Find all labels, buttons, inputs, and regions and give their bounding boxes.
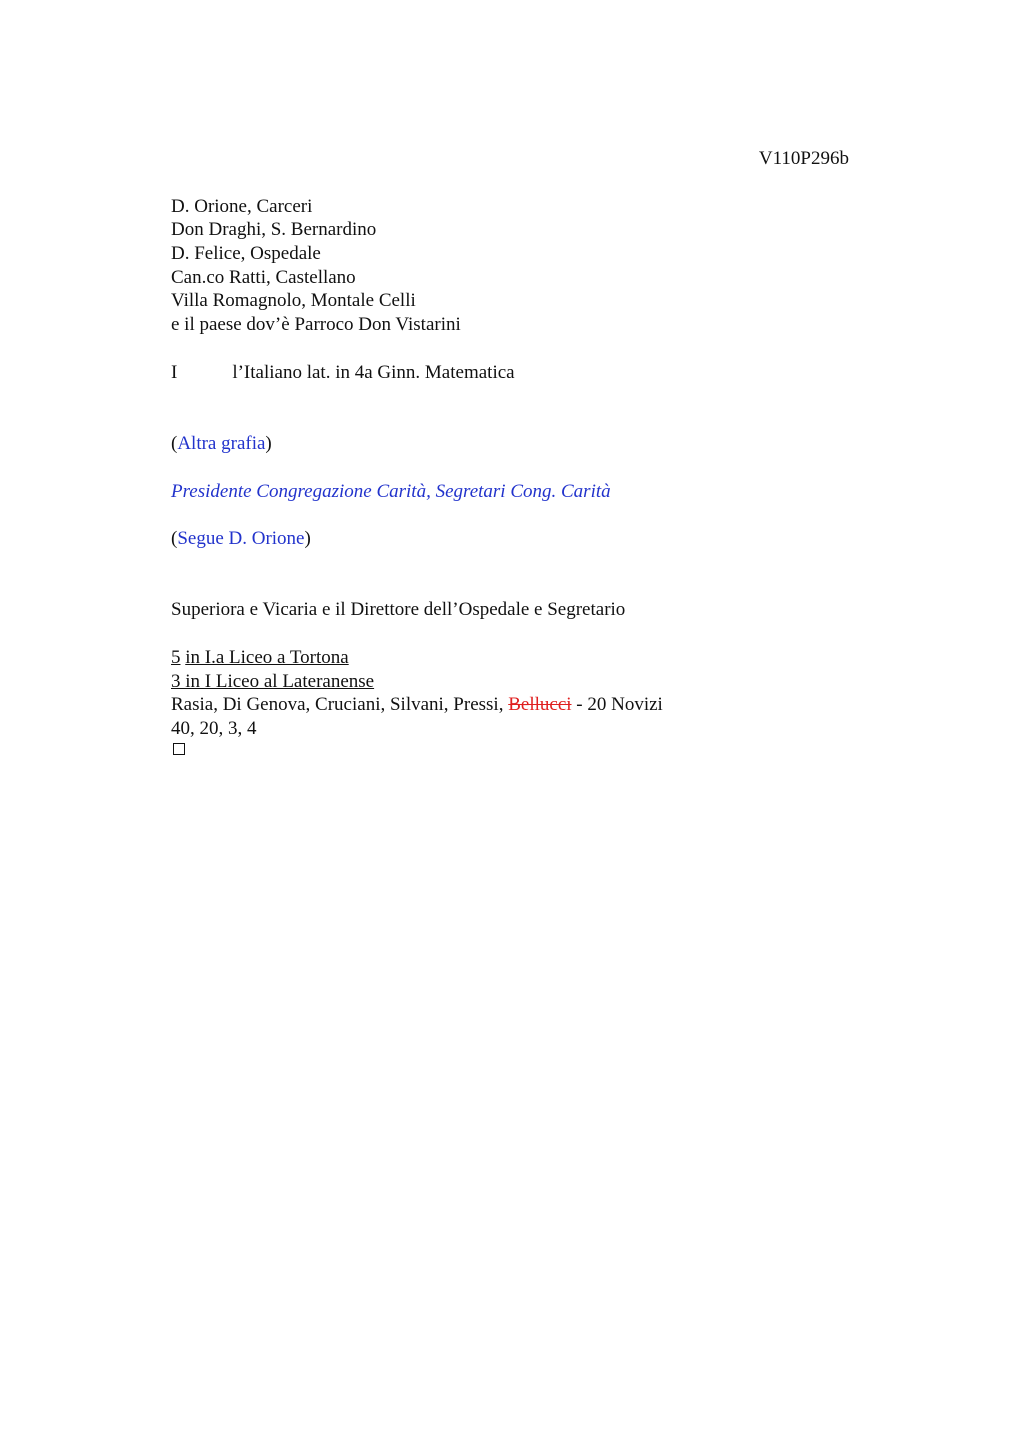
- liceo-lateranense-line: 3 in I Liceo al Lateranense: [171, 671, 375, 692]
- presidente-line: Presidente Congregazione Carità, Segretari Cong. Carità: [171, 481, 611, 502]
- name-line-2: Don Draghi, S. Bernardino: [171, 219, 377, 240]
- editorial-note-segue: (Segue D. Orione): [171, 528, 311, 549]
- subject-text: l’Italiano lat. in 4a Ginn. Matematica: [232, 362, 515, 383]
- name-line-5: Villa Romagnolo, Montale Celli: [171, 290, 416, 311]
- superiora-line: Superiora e Vicaria e il Direttore dell’Ospedale e Segretario: [171, 599, 626, 620]
- name-line-4: Can.co Ratti, Castellano: [171, 267, 356, 288]
- name-line-1: D. Orione, Carceri: [171, 196, 313, 217]
- document-id: V110P296b: [758, 148, 849, 169]
- name-line-3: D. Felice, Ospedale: [171, 243, 321, 264]
- liceo-tortona-number: 5: [171, 647, 181, 668]
- name-line-6: e il paese dov’è Parroco Don Vistarini: [171, 314, 461, 335]
- subject-line: [171, 361, 515, 384]
- segue-text: Segue D. Orione: [177, 528, 305, 549]
- altra-grafia-text: Altra grafia: [177, 433, 266, 454]
- empty-square-icon: [173, 743, 185, 755]
- liceo-tortona-line: [171, 646, 349, 669]
- rasia-line: [171, 693, 663, 716]
- struck-name: Bellucci: [508, 694, 572, 715]
- liceo-tortona-text: in I.a Liceo a Tortona: [185, 647, 349, 668]
- subject-numeral: I: [171, 362, 178, 383]
- numbers-line: 40, 20, 3, 4: [171, 718, 257, 739]
- editorial-note-altra-grafia: (Altra grafia): [171, 433, 272, 454]
- novizi-text: - 20 Novizi: [571, 694, 663, 715]
- rasia-names: Rasia, Di Genova, Cruciani, Silvani, Pressi,: [171, 694, 509, 715]
